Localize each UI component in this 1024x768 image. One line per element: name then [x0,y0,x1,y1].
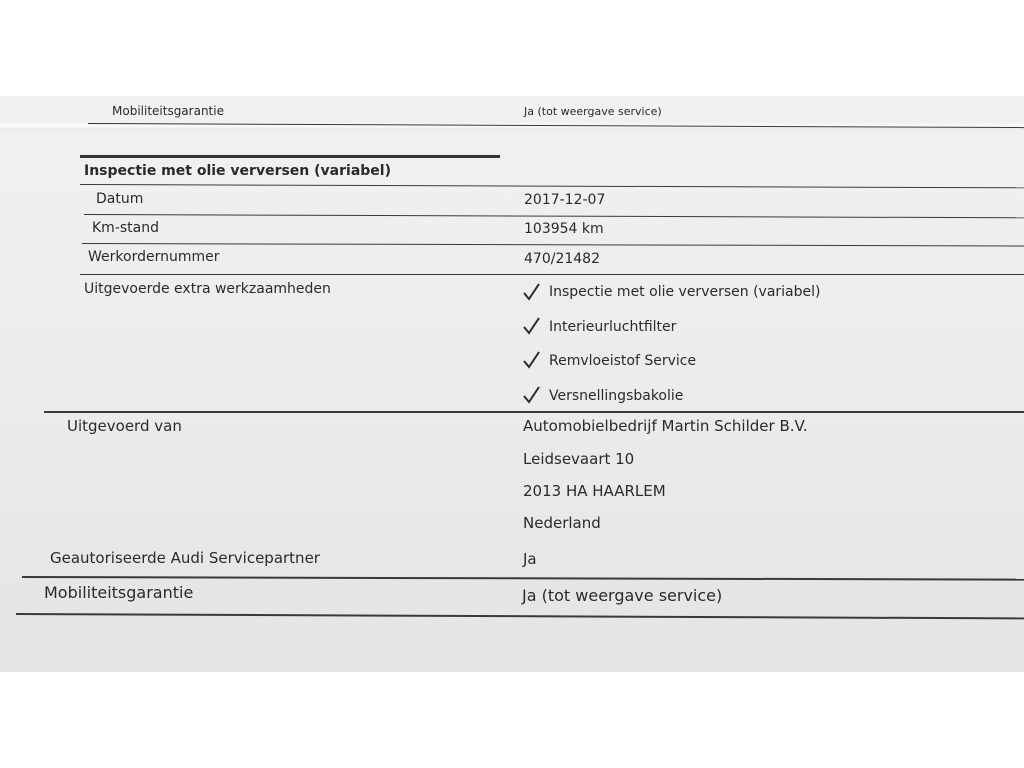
top-mobility-label: Mobiliteitsgarantie [112,104,224,118]
divider [22,576,1024,580]
row-value: 2017-12-07 [524,192,606,208]
divider [80,274,1024,275]
extra-work-item: Remvloeistof Service [549,353,697,369]
section-rule [80,155,500,158]
extra-work-item: Inspectie met olie verversen (variabel) [549,284,821,300]
divider [80,184,1024,188]
check-icon [523,283,540,301]
section-title: Inspectie met olie verversen (variabel) [84,163,391,179]
top-mobility-value: Ja (tot weergave service) [524,105,662,118]
extra-work-item: Interieurluchtfilter [549,319,677,335]
extra-work-item: Versnellingsbakolie [549,388,684,404]
performed-by-line: Nederland [523,514,601,532]
check-icon [523,351,540,369]
row-value: 470/21482 [524,251,600,267]
row-label: Werkordernummer [88,249,220,265]
check-icon [523,386,540,404]
authorized-label: Geautoriseerde Audi Servicepartner [50,549,320,567]
check-icon [523,317,540,335]
performed-by-line: 2013 HA HAARLEM [523,482,666,500]
extra-work-label: Uitgevoerde extra werkzaamheden [84,281,331,297]
divider [16,613,1024,619]
authorized-value: Ja [523,550,537,568]
performed-by-line: Leidsevaart 10 [523,450,635,468]
mobility-label: Mobiliteitsgarantie [44,583,194,602]
row-label: Datum [96,191,144,207]
row-value: 103954 km [524,221,604,237]
performed-by-label: Uitgevoerd van [67,417,182,435]
service-record-page [0,96,1024,672]
mobility-value: Ja (tot weergave service) [522,586,723,605]
performed-by-line: Automobielbedrijf Martin Schilder B.V. [523,417,808,435]
divider [82,243,1024,246]
divider [84,214,1024,218]
divider [44,411,1024,413]
row-label: Km-stand [92,220,159,236]
